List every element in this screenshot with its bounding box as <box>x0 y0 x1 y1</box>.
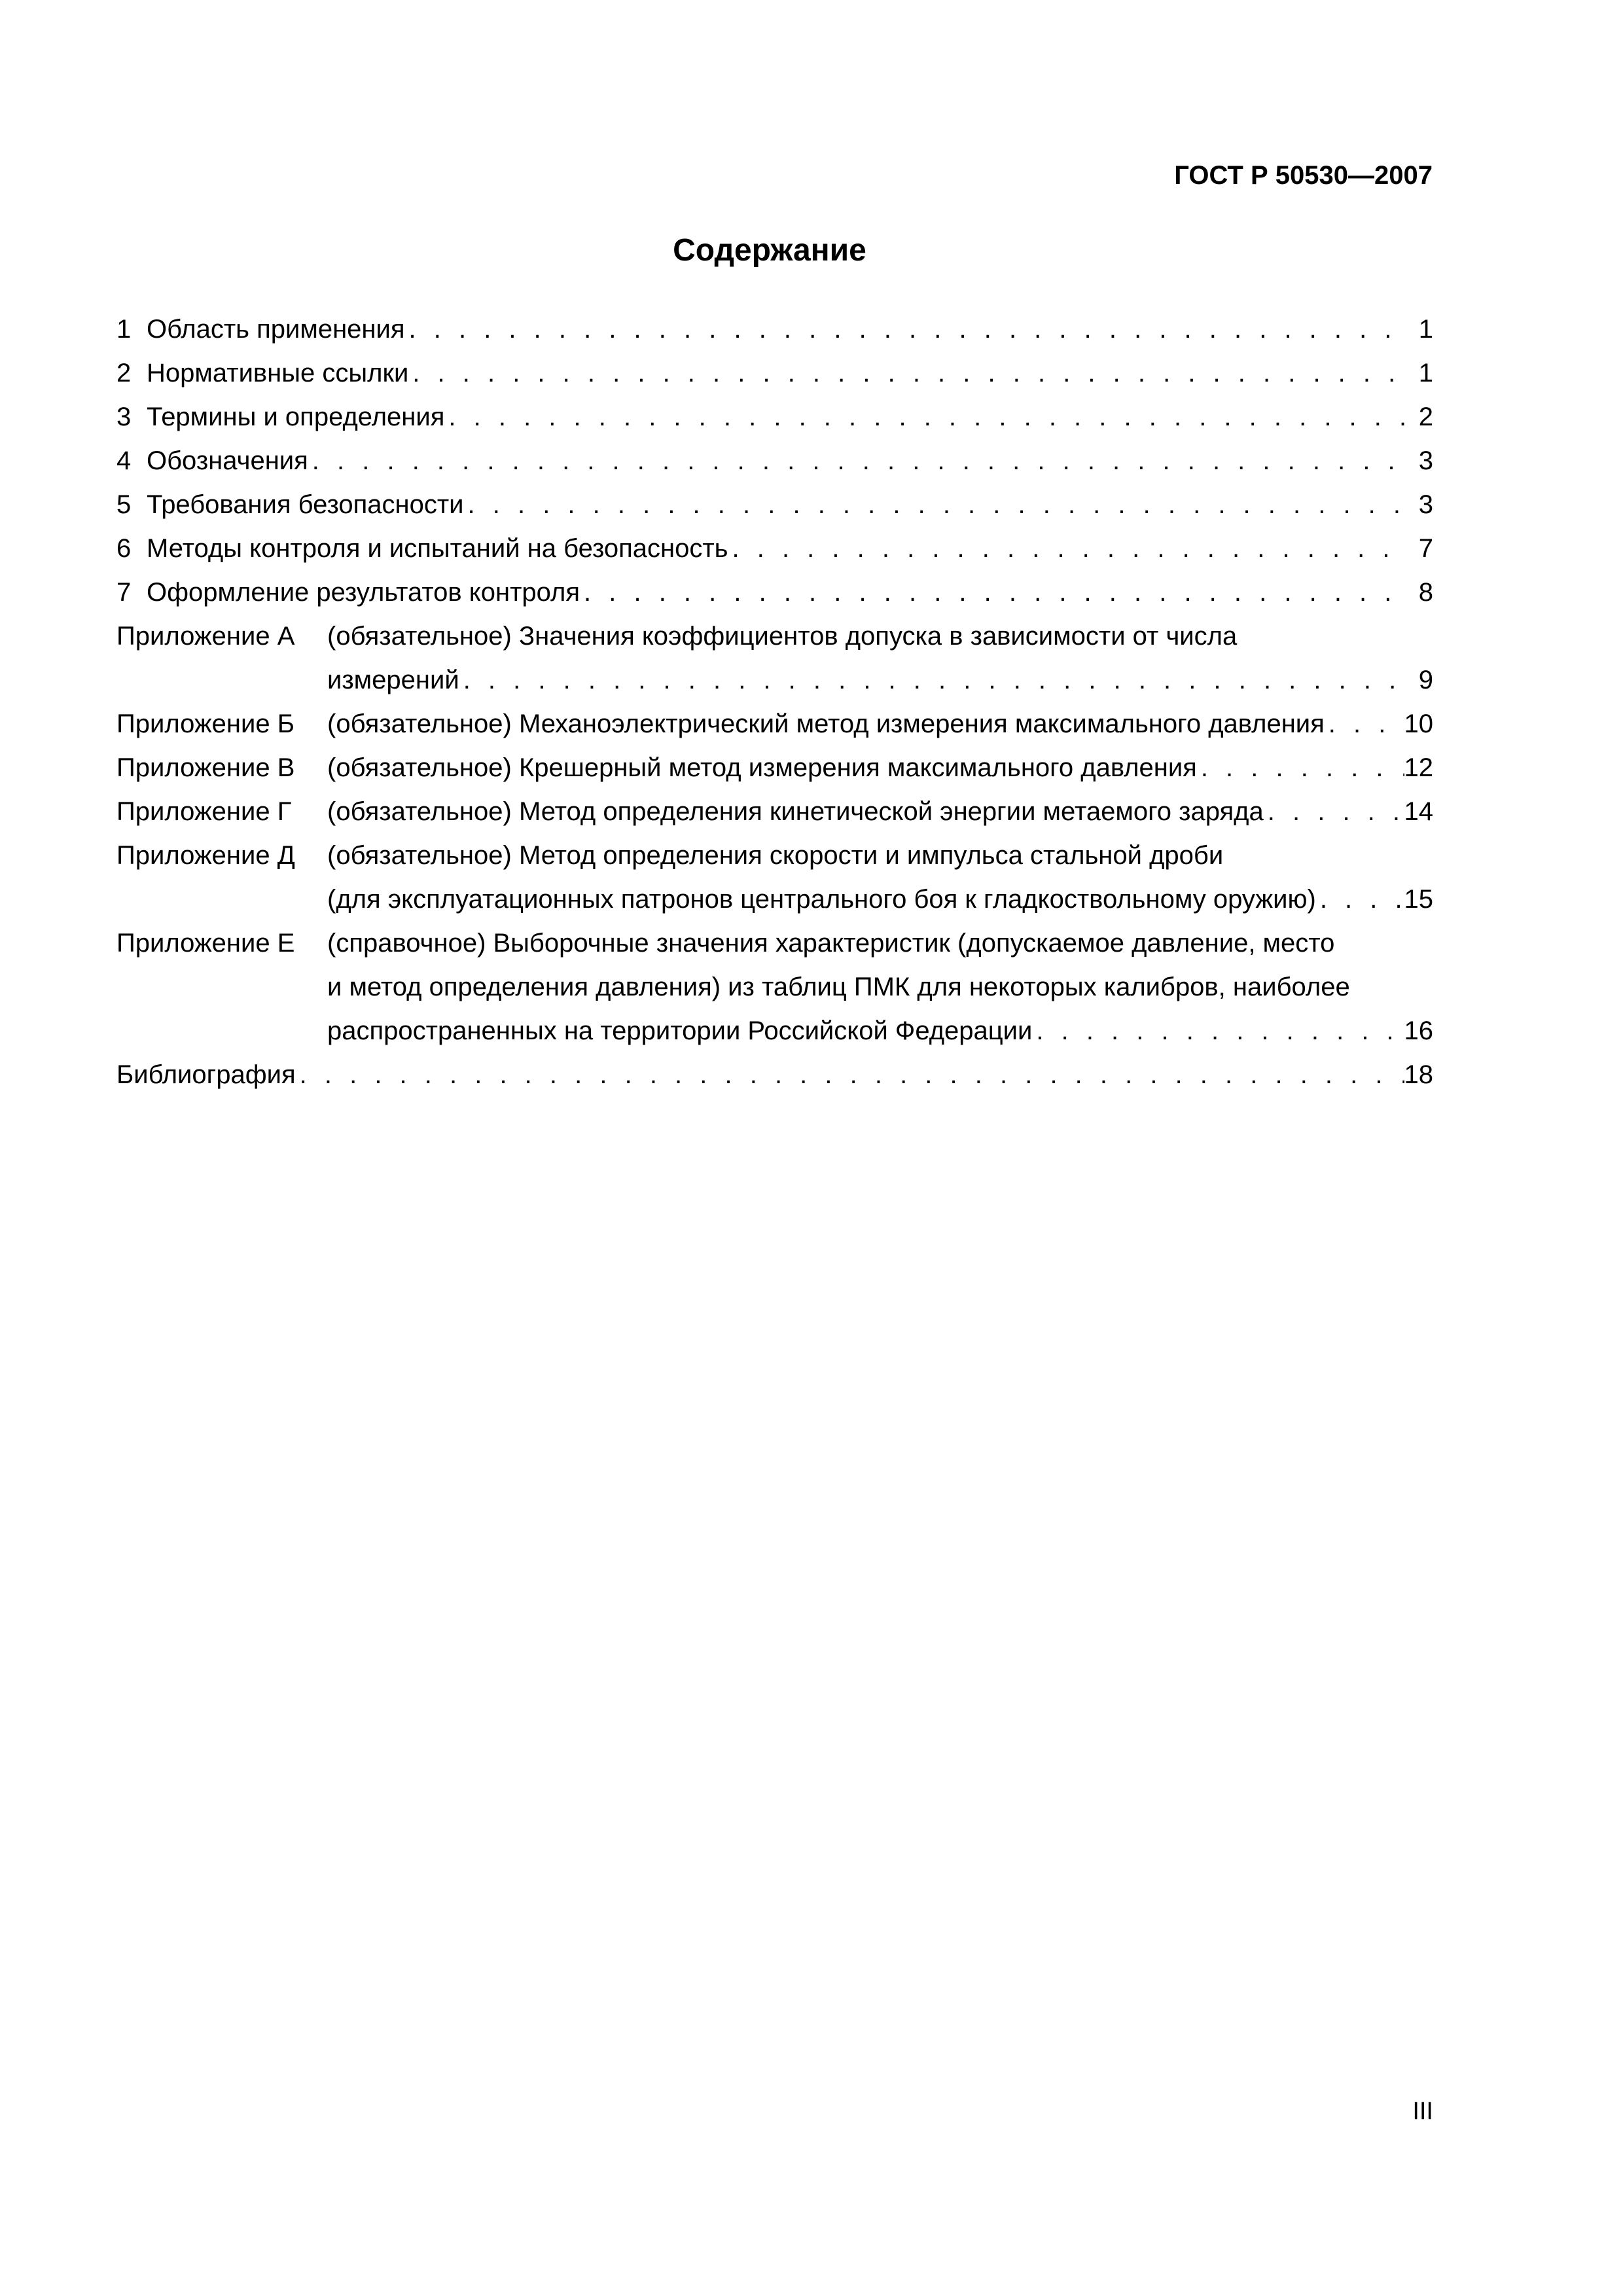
toc-entry-number: 2 <box>116 359 132 387</box>
toc-entry-text: Область применения <box>147 315 405 344</box>
toc-entry[interactable] <box>116 308 1433 351</box>
toc-page-number: 9 <box>1418 666 1433 694</box>
toc-entry-bibliography[interactable] <box>116 1053 1433 1097</box>
toc-entry-text: (обязательное) Крешерный метод измерения максимального давления <box>327 753 1197 782</box>
toc-entry-number: 1 <box>116 315 132 344</box>
toc-entry-text: Нормативные ссылки <box>147 359 409 387</box>
toc-entry-text: и метод определения давления) из таблиц ПМК для некоторых калибров, наиболее <box>327 973 1350 1001</box>
toc-entry-text: Термины и определения <box>147 403 445 431</box>
toc-entry-text: измерений <box>327 666 459 694</box>
toc-page-number: 12 <box>1404 753 1433 782</box>
dot-leader <box>728 527 1408 571</box>
appendix-label: Приложение В <box>116 753 295 782</box>
toc-sections <box>116 308 1433 615</box>
dot-leader <box>408 351 1407 395</box>
toc-entry-text: Методы контроля и испытаний на безопасность <box>147 534 728 563</box>
toc-entry-appendix[interactable] <box>116 790 1433 834</box>
toc-entry-text: (обязательное) Механоэлектрический метод измерения максимального давления <box>327 709 1325 738</box>
toc-entry-text: (обязательное) Метод определения кинетической энергии метаемого заряда <box>327 797 1264 826</box>
toc-entry-appendix[interactable] <box>116 702 1433 746</box>
toc-entry[interactable] <box>116 395 1433 439</box>
dot-leader <box>1316 878 1404 922</box>
toc-entry-appendix[interactable] <box>116 922 1433 1053</box>
toc-entry-number: 4 <box>116 446 132 475</box>
toc-page-number: 3 <box>1418 446 1433 475</box>
toc-entry-text: (справочное) Выборочные значения характеристик (допускаемое давление, место <box>327 929 1335 958</box>
appendix-label: Приложение Д <box>116 841 295 870</box>
toc-page-number: 1 <box>1418 315 1433 344</box>
toc-entry[interactable] <box>116 351 1433 395</box>
toc-page-number: 1 <box>1418 359 1433 387</box>
toc-page-number: 15 <box>1404 885 1433 914</box>
toc-entry-number: 6 <box>116 534 132 563</box>
dot-leader <box>1264 790 1404 834</box>
toc-entry-number: 3 <box>116 403 132 431</box>
dot-leader <box>580 571 1407 615</box>
toc-entry[interactable] <box>116 483 1433 527</box>
toc-page-number: 7 <box>1418 534 1433 563</box>
dot-leader <box>1325 702 1404 746</box>
toc-entry-text: (для эксплуатационных патронов центрального боя к гладкоствольному оружию) <box>327 885 1316 914</box>
toc-entry[interactable] <box>116 527 1433 571</box>
toc-entry-text: Обозначения <box>147 446 308 475</box>
toc-page-number: 14 <box>1404 797 1433 826</box>
toc-appendices <box>116 615 1433 1053</box>
toc-page-number: 2 <box>1418 403 1433 431</box>
toc-page-number: 16 <box>1404 1016 1433 1045</box>
dot-leader <box>1032 1009 1404 1053</box>
appendix-label: Приложение А <box>116 622 295 651</box>
toc-entry-text: Оформление результатов контроля <box>147 578 580 607</box>
toc-page-number: 8 <box>1418 578 1433 607</box>
toc-page-number: 10 <box>1404 709 1433 738</box>
page-title: Содержание <box>673 233 866 268</box>
toc-entry[interactable] <box>116 571 1433 615</box>
dot-leader <box>1197 746 1404 790</box>
appendix-label: Приложение Б <box>116 709 294 738</box>
document-code: ГОСТ Р 50530—2007 <box>1174 161 1433 190</box>
toc-entry-appendix[interactable] <box>116 746 1433 790</box>
toc-entry-number: 7 <box>116 578 132 607</box>
page-number: III <box>1412 2098 1433 2125</box>
appendix-label: Приложение Г <box>116 797 292 826</box>
dot-leader <box>444 395 1407 439</box>
dot-leader <box>459 658 1407 702</box>
toc-entry-text: распространенных на территории Российской Федерации <box>327 1016 1033 1045</box>
toc-entry-text: Библиография <box>116 1060 296 1089</box>
toc-entry-number: 5 <box>116 490 132 519</box>
toc-page-number: 3 <box>1418 490 1433 519</box>
toc-entry-appendix[interactable] <box>116 615 1433 702</box>
dot-leader <box>464 483 1407 527</box>
toc-entry-text: Требования безопасности <box>147 490 464 519</box>
dot-leader <box>296 1053 1404 1097</box>
dot-leader <box>308 439 1407 483</box>
toc-entry-text: (обязательное) Метод определения скорости и импульса стальной дроби <box>327 841 1224 870</box>
toc-entry[interactable] <box>116 439 1433 483</box>
toc-entry-appendix[interactable] <box>116 834 1433 922</box>
toc-entry-text: (обязательное) Значения коэффициентов допуска в зависимости от числа <box>327 622 1238 651</box>
dot-leader <box>405 308 1407 351</box>
table-of-contents <box>116 308 1433 1097</box>
appendix-label: Приложение Е <box>116 929 295 958</box>
toc-page-number: 18 <box>1404 1060 1433 1089</box>
